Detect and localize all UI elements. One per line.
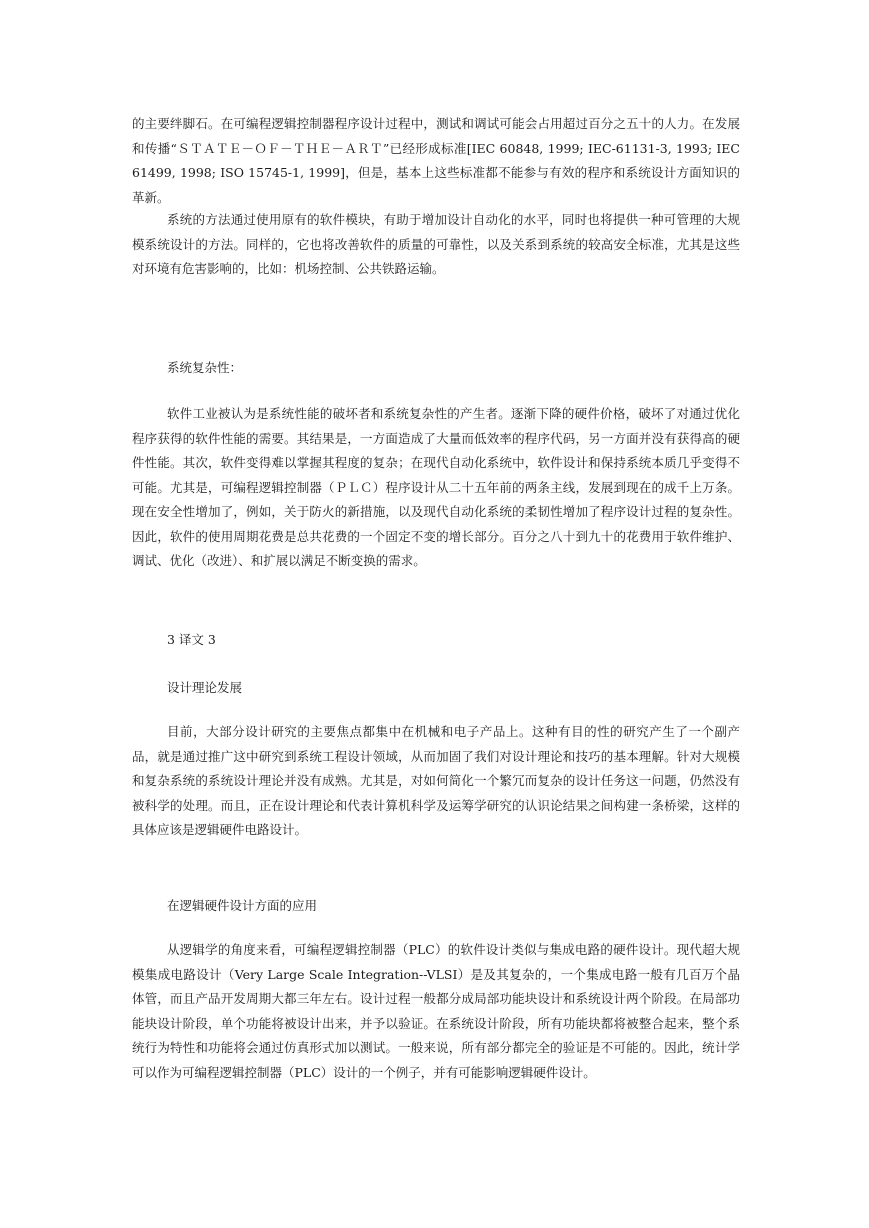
paragraph-plc-vlsi: 从逻辑学的角度来看，可编程逻辑控制器（PLC）的软件设计类似与集成电路的硬件设计。现代超大规模集成电路设计（Very Large Scale Integration--VLSI）是及其复杂的，一个集成电路一般有几百万个晶体管，而且产品开发周期大都三年左右。设计过程一般都分成局部功能块设计和系统设计两个阶段。在局部功能块设计阶段，单个功能将被设计出来，并予以验证。在系统设计阶段，所有功能块都将被整合起来，整个系统行为特性和功能将会通过仿真形式加以测试。一般来说，所有部分都完全的验证是不可能的。因此，统计学可以作为可编程逻辑控制器（PLC）设计的一个例子，并有可能影响逻辑硬件设计。: [132, 942, 740, 1080]
heading-logic-hardware: 在逻辑硬件设计方面的应用: [167, 898, 318, 913]
heading-system-complexity: 系统复杂性：: [167, 360, 243, 375]
paragraph-system-method: 系统的方法通过使用原有的软件模块，有助于增加设计自动化的水平，同时也将提供一种可管理的大规模系统设计的方法。同样的，它也将改善软件的质量的可靠性，以及关系到系统的较高安全标准，尤其是这些对环境有危害影响的，比如：机场控制、公共铁路运输。: [132, 212, 740, 276]
paragraph-design-research: 目前，大部分设计研究的主要焦点都集中在机械和电子产品上。这种有目的性的研究产生了一个副产品，就是通过推广这中研究到系统工程设计领域，从而加固了我们对设计理论和技巧的基本理解。针对大规模和复杂系统的系统设计理论并没有成熟。尤其是，对如何简化一个繁冗而复杂的设计任务这一问题，仍然没有被科学的处理。而且，正在设计理论和代表计算机科学及运筹学研究的认识论结果之间构建一条桥梁，这样的具体应该是逻辑硬件电路设计。: [132, 724, 740, 837]
heading-translation-3: 3 译文 3: [167, 632, 216, 647]
heading-design-theory: 设计理论发展: [167, 680, 243, 695]
paragraph-software-industry: 软件工业被认为是系统性能的破坏者和系统复杂性的产生者。逐渐下降的硬件价格，破坏了对通过优化程序获得的软件性能的需要。其结果是，一方面造成了大量而低效率的程序代码，另一方面并没有获得高的硬件性能。其次，软件变得难以掌握其程度的复杂；在现代自动化系统中，软件设计和保持系统本质几乎变得不可能。尤其是，可编程逻辑控制器（ＰＬＣ）程序设计从二十五年前的两条主线，发展到现在的成千上万条。现在安全性增加了，例如，关于防火的新措施，以及现代自动化系统的柔韧性增加了程序设计过程的复杂性。因此，软件的使用周期花费是总共花费的一个固定不变的增长部分。百分之八十到九十的花费用于软件维护、调试、优化（改进）、和扩展以满足不断变换的需求。: [132, 406, 740, 568]
paragraph-standards: 的主要绊脚石。在可编程逻辑控制器程序设计过程中，测试和调试可能会占用超过百分之五十的人力。在发展和传播“ＳＴＡＴＥ－ＯＦ－ＴＨＥ－ＡＲＴ”已经形成标准[IEC 60848, 1999; IEC-61131-3, 1993; IEC 61499, 1998; ISO 15745-1, 1999]，但是，基本上这些标准都不能参与有效的程序和系统设计方面知识的革新。: [132, 116, 740, 205]
